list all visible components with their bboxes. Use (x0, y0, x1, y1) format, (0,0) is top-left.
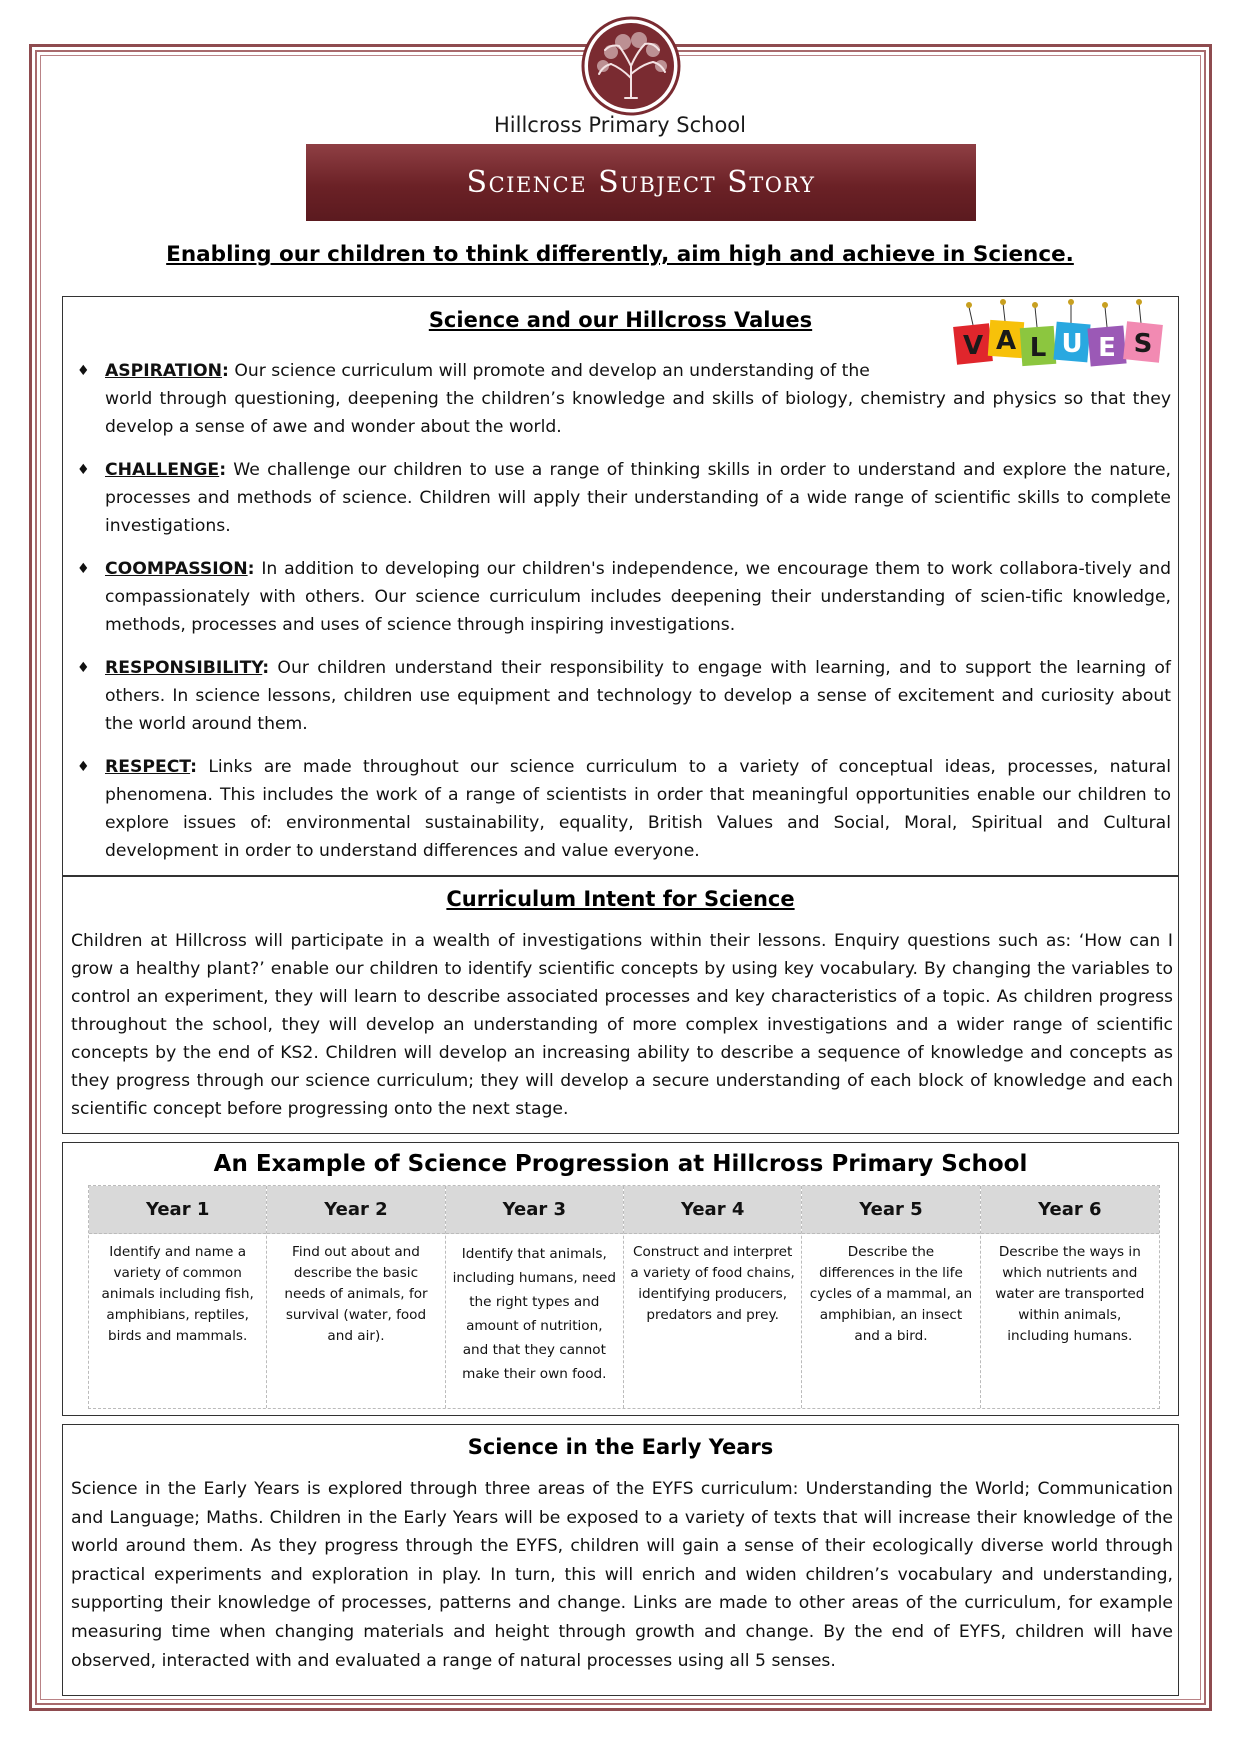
values-heading: Science and our Hillcross Values (428, 308, 813, 332)
page-title: Science Subject Story (466, 165, 816, 200)
value-item-challenge: ♦ CHALLENGE: We challenge our children to use a range of thinking skills in order to understand and explore the nature, processes and methods of science. Children will apply their understanding of a wide range of scientific skills to complete investigations. (73, 456, 1171, 540)
progression-column-year-6 (981, 1186, 1159, 1408)
intent-section (62, 876, 1179, 1134)
diamond-bullet-icon: ♦ (77, 363, 90, 379)
school-logo-tree-icon (581, 16, 681, 116)
title-banner (306, 144, 976, 221)
value-item-responsibility: ♦ RESPONSIBILITY: Our children understand their responsibility to engage with learning, and to support the learning of others. In science lessons, children use equipment and technology to develop a sense of excitement and curiosity about the world around them. (73, 654, 1171, 738)
progression-column-year-3 (446, 1186, 624, 1408)
diamond-bullet-icon: ♦ (77, 462, 90, 478)
progression-column-year-2 (267, 1186, 445, 1408)
progression-heading: An Example of Science Progression at Hillcross Primary School (213, 1151, 1028, 1177)
value-item-respect: ♦ RESPECT: Links are made throughout our science curriculum to a variety of conceptual ideas, processes, natural phenomena. This includes the work of a range of scientists in order that meaningful opportunities enable our children to explore issues of: environmental sustainability, equality, British Values and Social, Moral, Spiritual and Cultural development in order to understand differences and value everyone. (73, 753, 1171, 865)
school-name: Hillcross Primary School (494, 113, 746, 137)
table-cell: Describe the differences in the life cycles of a mammal, an amphibian, an insect and a bird. (809, 1244, 973, 1344)
tagline: Enabling our children to think differently, aim high and achieve in Science. (166, 242, 1074, 267)
intent-heading: Curriculum Intent for Science (446, 887, 795, 911)
badge-letter: L (1029, 333, 1047, 363)
column-header: Year 2 (267, 1186, 444, 1234)
column-header: Year 4 (624, 1186, 801, 1234)
early-years-heading: Science in the Early Years (467, 1435, 774, 1459)
progression-column-year-5 (802, 1186, 980, 1408)
progression-table (88, 1185, 1160, 1409)
column-header: Year 5 (802, 1186, 979, 1234)
value-item-compassion: ♦ COOMPASSION: In addition to developing our children's independence, we encourage them to work collabora-tively and compassionately with others. Our science curriculum includes deepening their understanding of scien-tific knowledge, methods, processes and uses of science through inspiring investigations. (73, 555, 1171, 639)
early-years-section (62, 1424, 1179, 1696)
column-header: Year 6 (981, 1186, 1159, 1234)
progression-section (62, 1142, 1179, 1416)
table-cell: Describe the ways in which nutrients and water are transported within animals, including humans. (995, 1244, 1145, 1344)
badge-letter: A (995, 326, 1017, 356)
badge-letter: E (1098, 333, 1116, 363)
column-header: Year 1 (89, 1186, 266, 1234)
table-cell: Find out about and describe the basic needs of animals, for survival (water, food and air). (284, 1244, 428, 1344)
progression-column-year-1 (89, 1186, 267, 1408)
values-list (73, 357, 1171, 880)
column-header: Year 3 (446, 1186, 623, 1234)
table-cell: Identify and name a variety of common animals including fish, amphibians, reptiles, birds and mammals. (101, 1244, 254, 1344)
early-years-paragraph: Science in the Early Years is explored through three areas of the EYFS curriculum: Understanding the World; Communication and Language; Maths. Children in the Early Years will be exposed to a variety of texts that will increase their knowledge of the world around them. As they progress through the EYFS, children will gain a sense of their ecologically diverse world through practical experiments and exploration in play. In turn, this will enrich and widen children’s vocabulary and understanding, supporting their knowledge of processes, patterns and change. Links are made to other areas of the curriculum, for example measuring time when changing materials and height through growth and change. By the end of EYFS, children will have observed, interacted with and evaluated a range of natural processes using all 5 senses. (71, 1479, 1173, 1671)
progression-column-year-4 (624, 1186, 802, 1408)
diamond-bullet-icon: ♦ (77, 561, 90, 577)
badge-letter: V (962, 331, 984, 361)
values-section (62, 296, 1179, 876)
value-item-aspiration: ♦ ASPIRATION: Our science curriculum will promote and develop an understanding of the world through questioning, deepening the children’s knowledge and skills of biology, chemistry and physics so that they develop a sense of awe and wonder about the world. (73, 357, 1171, 441)
intent-paragraph: Children at Hillcross will participate in a wealth of investigations within their lessons. Enquiry questions such as: ‘How can I grow a healthy plant?’ enable our children to identify scientific concepts by using key vocabulary. By changing the variables to control an experiment, they will learn to describe associated processes and key characteristics of a topic. As children progress throughout the school, they will develop an understanding of more complex investigations and a wider range of scientific concepts by the end of KS2. Children will develop an increasing ability to describe a sequence of knowledge and concepts as they progress through our science curriculum; they will develop a secure understanding of each block of knowledge and each scientific concept before progressing onto the next stage. (71, 931, 1173, 1119)
badge-letter: S (1133, 329, 1153, 359)
badge-letter: U (1061, 329, 1083, 359)
table-cell: Construct and interpret a variety of food chains, identifying producers, predators and prey. (630, 1244, 795, 1323)
diamond-bullet-icon: ♦ (77, 660, 90, 676)
table-cell: Identify that animals, including humans, need the right types and amount of nutrition, and that they cannot make their own food. (452, 1246, 616, 1382)
diamond-bullet-icon: ♦ (77, 759, 90, 775)
